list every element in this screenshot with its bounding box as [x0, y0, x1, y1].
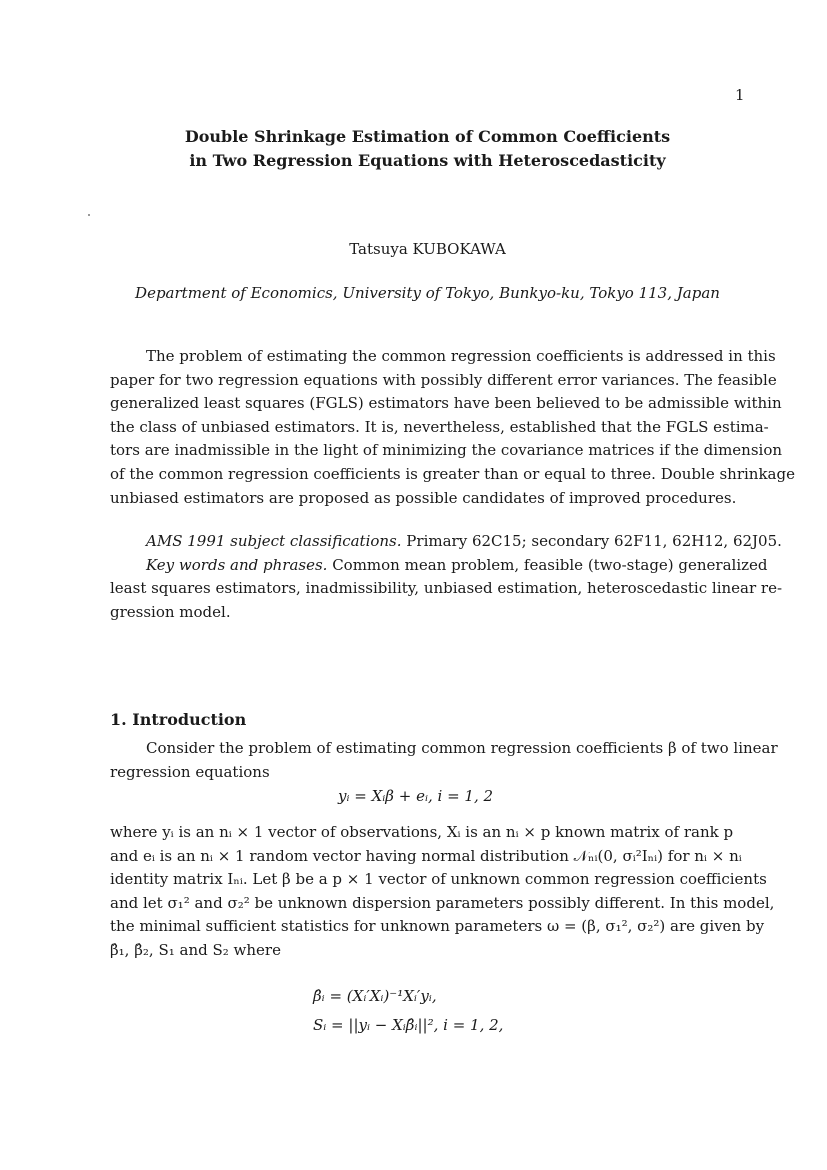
- author: Tatsuya KUBOKAWA: [349, 240, 506, 258]
- abstract-line: generalized least squares (FGLS) estimators have been believed to be admissible within: [110, 394, 782, 413]
- abstract: [110, 345, 795, 510]
- equation-line: Sᵢ = ||yᵢ − Xᵢβ̂ᵢ||², i = 1, 2,: [313, 1016, 504, 1034]
- keywords-line-3: gression model.: [110, 602, 231, 621]
- keywords-label: Key words and phrases.: [146, 555, 328, 574]
- keywords-line-2: least squares estimators, inadmissibility, unbiased estimation, heteroscedastic linear re-: [110, 579, 783, 598]
- intro-line: and let σ₁² and σ₂² be unknown dispersion parameters possibly different. In this model,: [110, 893, 775, 912]
- equation-model: yᵢ = Xᵢβ + eᵢ, i = 1, 2: [338, 787, 494, 805]
- section-heading: 1. Introduction: [110, 710, 247, 729]
- ams-text: Primary 62C15; secondary 62F11, 62H12, 62J05.: [401, 532, 782, 550]
- intro-line: where yᵢ is an nᵢ × 1 vector of observations, Xᵢ is an nᵢ × p known matrix of rank p: [110, 823, 734, 841]
- paper-title: [110, 125, 745, 173]
- intro-line: and eᵢ is an nᵢ × 1 random vector having normal distribution 𝒩ₙᵢ(0, σᵢ²Iₙᵢ) for nᵢ × nᵢ: [110, 846, 742, 865]
- affiliation: Department of Economics, University of Tokyo, Bunkyo-ku, Tokyo 113, Japan: [135, 284, 720, 302]
- intro-line: β̂₁, β̂₂, S₁ and S₂ where: [110, 940, 281, 959]
- abstract-line: tors are inadmissible in the light of minimizing the covariance matrices if the dimension: [110, 441, 783, 460]
- ams-label: AMS 1991 subject classifications.: [146, 532, 402, 550]
- intro-line: regression equations: [110, 762, 270, 781]
- keywords-line-1: [110, 554, 768, 578]
- abstract-line: unbiased estimators are proposed as possible candidates of improved procedures.: [110, 488, 737, 507]
- title-line-2: in Two Regression Equations with Heteroscedasticity: [189, 151, 666, 170]
- abstract-line: the class of unbiased estimators. It is, nevertheless, established that the FGLS estima-: [110, 417, 769, 436]
- abstract-line: paper for two regression equations with possibly different error variances. The feasible: [110, 370, 777, 389]
- intro-paragraph-2: [110, 821, 775, 963]
- ams-classification: [110, 530, 782, 554]
- intro-paragraph-1: [110, 737, 778, 784]
- abstract-line: The problem of estimating the common regression coefficients is addressed in this: [146, 347, 776, 365]
- intro-line: the minimal sufficient statistics for unknown parameters ω = (β, σ₁², σ₂²) are given by: [110, 917, 765, 936]
- scan-speck: [88, 214, 90, 216]
- page-number: 1: [735, 86, 745, 104]
- intro-line: identity matrix Iₙᵢ. Let β be a p × 1 vector of unknown common regression coefficients: [110, 870, 767, 889]
- intro-line: Consider the problem of estimating common regression coefficients β of two linear: [146, 739, 778, 757]
- equation-statistics: [313, 982, 503, 1040]
- abstract-line: of the common regression coefficients is greater than or equal to three. Double shrinkage: [110, 464, 795, 483]
- classification-block: [110, 530, 783, 624]
- equation-line: β̂ᵢ = (Xᵢ′Xᵢ)⁻¹Xᵢ′yᵢ,: [313, 987, 437, 1005]
- keywords-text: Common mean problem, feasible (two-stage) generalized: [327, 555, 768, 574]
- title-line-1: Double Shrinkage Estimation of Common Coefficients: [184, 127, 671, 146]
